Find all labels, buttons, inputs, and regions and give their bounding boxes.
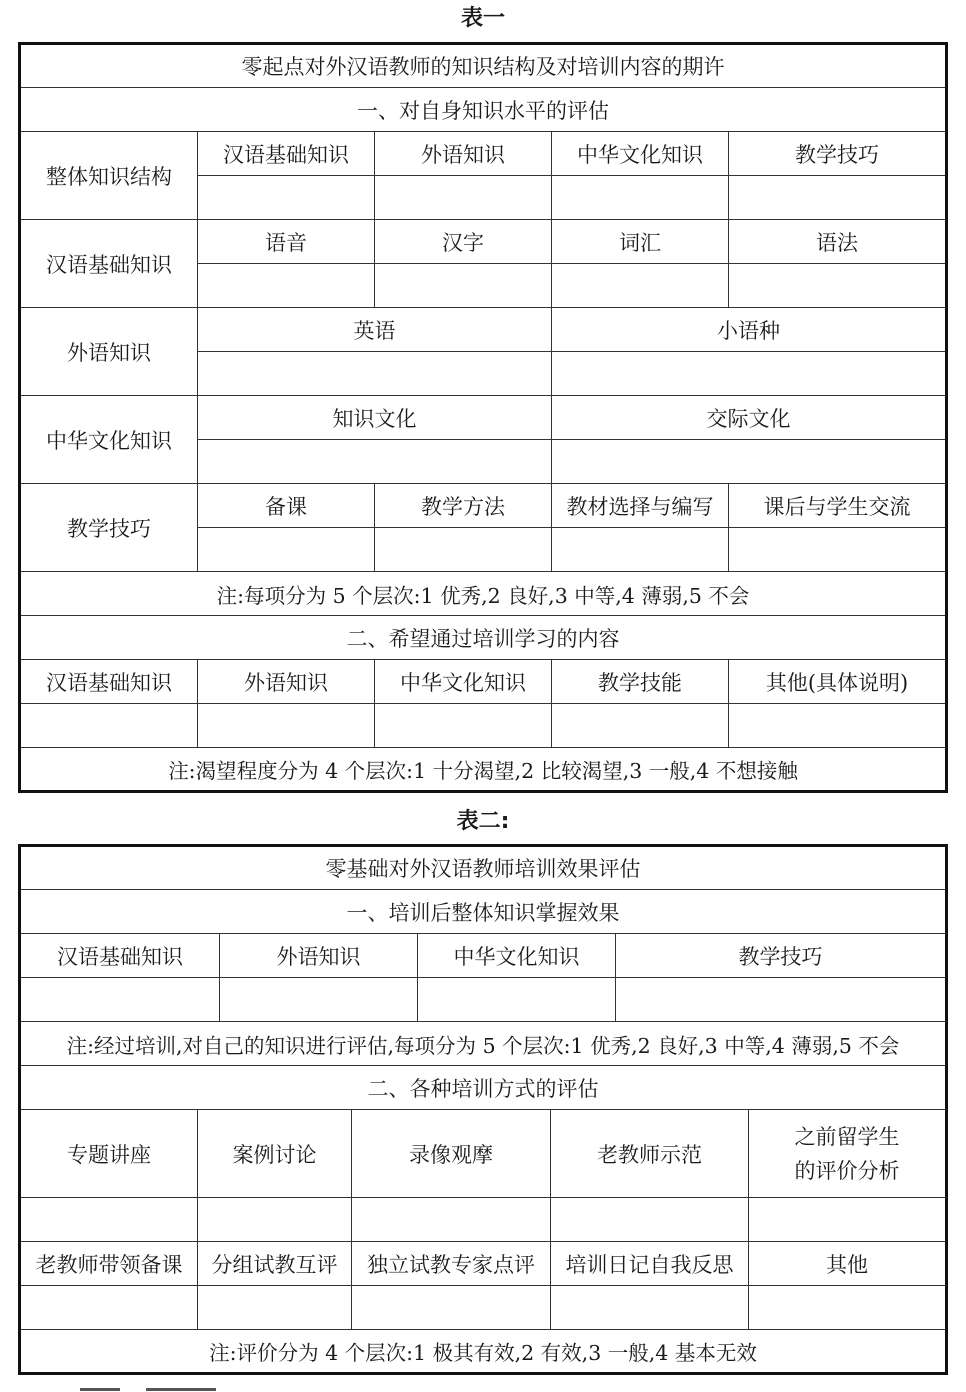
rating-cell[interactable] [198,704,375,748]
col-header: 教学技巧 [729,132,947,176]
method-header-line1: 之前留学生 [794,1124,900,1149]
table1-note1: 注:每项分为 5 个层次:1 优秀,2 良好,3 中等,4 薄弱,5 不会 [20,572,947,616]
table2-title: 零基础对外汉语教师培训效果评估 [20,846,947,890]
method-header: 专题讲座 [20,1110,198,1198]
col-header: 汉语基础知识 [20,934,220,978]
rating-cell[interactable] [20,978,220,1022]
col-header: 外语知识 [220,934,418,978]
rating-cell[interactable] [616,978,947,1022]
table1-note2: 注:渴望程度分为 4 个层次:1 十分渴望,2 比较渴望,3 一般,4 不想接触 [20,748,947,792]
rating-cell[interactable] [198,176,375,220]
table1-section1: 一、对自身知识水平的评估 [20,88,947,132]
col-header: 交际文化 [552,396,947,440]
rating-cell[interactable] [749,1286,947,1330]
table2-note1: 注:经过培训,对自己的知识进行评估,每项分为 5 个层次:1 优秀,2 良好,3 中等,4 薄弱,5 不会 [20,1022,947,1066]
rating-cell[interactable] [20,1286,198,1330]
rating-cell[interactable] [352,1286,551,1330]
col-header: 教学方法 [375,484,552,528]
col-header: 教学技能 [552,660,729,704]
table2-section2: 二、各种培训方式的评估 [20,1066,947,1110]
row-label-culture: 中华文化知识 [20,396,198,484]
col-header: 词汇 [552,220,729,264]
rating-cell[interactable] [749,1198,947,1242]
col-header: 语音 [198,220,375,264]
rating-cell[interactable] [551,1198,749,1242]
col-header: 汉字 [375,220,552,264]
table1 [18,42,948,793]
col-header: 知识文化 [198,396,552,440]
rating-cell[interactable] [375,176,552,220]
table2-note2: 注:评价分为 4 个层次:1 极其有效,2 有效,3 一般,4 基本无效 [20,1330,947,1374]
rating-cell[interactable] [552,176,729,220]
table2-heading: 表二: [456,809,510,834]
col-header: 英语 [198,308,552,352]
rating-cell[interactable] [552,440,947,484]
col-header: 外语知识 [375,132,552,176]
table1-section2: 二、希望通过培训学习的内容 [20,616,947,660]
method-header: 其他 [749,1242,947,1286]
row-label-overall: 整体知识结构 [20,132,198,220]
rating-cell[interactable] [20,704,198,748]
method-header: 培训日记自我反思 [551,1242,749,1286]
col-header: 教材选择与编写 [552,484,729,528]
rating-cell[interactable] [418,978,616,1022]
cut-off-glyph [146,1388,216,1391]
rating-cell[interactable] [198,1286,352,1330]
method-header: 老教师示范 [551,1110,749,1198]
method-header-line2: 的评价分析 [794,1158,900,1183]
table2 [18,844,948,1375]
method-header: 案例讨论 [198,1110,352,1198]
row-label-chinese: 汉语基础知识 [20,220,198,308]
col-header: 其他(具体说明) [729,660,947,704]
rating-cell[interactable] [552,528,729,572]
rating-cell[interactable] [729,264,947,308]
table1-heading: 表一 [460,6,505,31]
method-header [749,1110,947,1198]
col-header: 课后与学生交流 [729,484,947,528]
table2-section1: 一、培训后整体知识掌握效果 [20,890,947,934]
rating-cell[interactable] [220,978,418,1022]
rating-cell[interactable] [375,704,552,748]
rating-cell[interactable] [352,1198,551,1242]
col-header: 备课 [198,484,375,528]
rating-cell[interactable] [552,704,729,748]
rating-cell[interactable] [198,440,552,484]
method-header: 独立试教专家点评 [352,1242,551,1286]
method-header: 录像观摩 [352,1110,551,1198]
cut-off-text-fragment [80,1380,280,1392]
rating-cell[interactable] [198,264,375,308]
rating-cell[interactable] [729,704,947,748]
rating-cell[interactable] [198,1198,352,1242]
col-header: 中华文化知识 [552,132,729,176]
rating-cell[interactable] [375,264,552,308]
col-header: 汉语基础知识 [198,132,375,176]
rating-cell[interactable] [729,176,947,220]
col-header: 中华文化知识 [375,660,552,704]
method-header: 分组试教互评 [198,1242,352,1286]
rating-cell[interactable] [198,352,552,396]
row-label-teaching: 教学技巧 [20,484,198,572]
col-header: 中华文化知识 [418,934,616,978]
row-label-foreign: 外语知识 [20,308,198,396]
rating-cell[interactable] [552,352,947,396]
method-header: 老教师带领备课 [20,1242,198,1286]
rating-cell[interactable] [375,528,552,572]
col-header: 语法 [729,220,947,264]
rating-cell[interactable] [198,528,375,572]
rating-cell[interactable] [20,1198,198,1242]
col-header: 汉语基础知识 [20,660,198,704]
col-header: 外语知识 [198,660,375,704]
rating-cell[interactable] [729,528,947,572]
col-header: 教学技巧 [616,934,947,978]
rating-cell[interactable] [551,1286,749,1330]
rating-cell[interactable] [552,264,729,308]
table1-title: 零起点对外汉语教师的知识结构及对培训内容的期许 [20,44,947,88]
cut-off-glyph [80,1388,120,1391]
col-header: 小语种 [552,308,947,352]
